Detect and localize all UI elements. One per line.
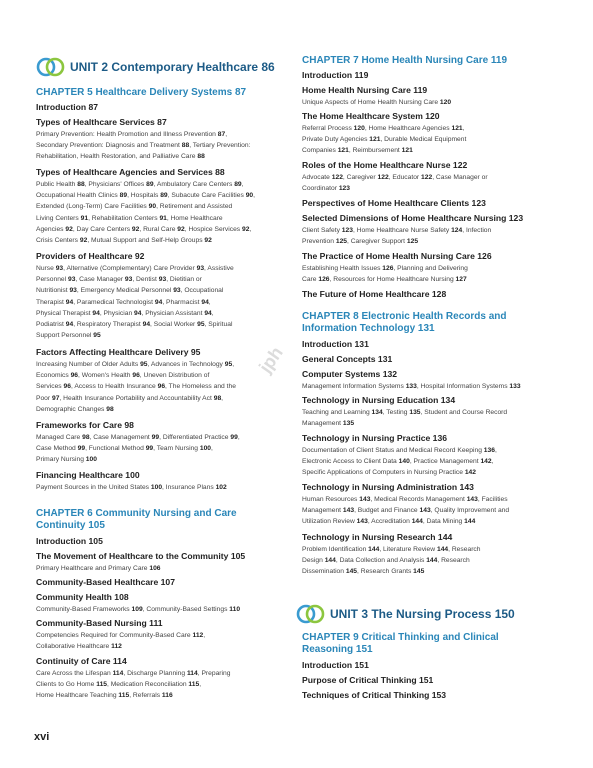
subsection-entries: Referral Process 120, Home Healthcare Agencies 121, Private Duty Agencies 121, Durable Medical Equipment Companies 121, Reimbursement 121: [302, 125, 467, 155]
section-entry[interactable]: Community Health 108: [36, 592, 129, 602]
section-entry[interactable]: Factors Affecting Healthcare Delivery 95: [36, 347, 201, 357]
subsection-entries: Documentation of Client Status and Medical Record Keeping 136, Electronic Access to Client Data 140, Practice Management 142, Specific Applications of Computers in Nursing Practice 142: [302, 447, 497, 477]
subsection-entries: Problem Identification 144, Literature Review 144, Research Design 144, Data Collection and Analysis 144, Research Dissemination 145, Research Grants 145: [302, 546, 481, 576]
section-entry[interactable]: General Concepts 131: [302, 354, 393, 364]
chapter-heading[interactable]: CHAPTER 8 Electronic Health Records and Information Technology 131: [302, 311, 507, 334]
section-entry[interactable]: Providers of Healthcare 92: [36, 251, 145, 261]
subsection-entries: Client Safety 123, Home Healthcare Nurse Safety 124, Infection Prevention 125, Caregiver Support 125: [302, 227, 492, 246]
section-entry[interactable]: Introduction 131: [302, 339, 369, 349]
page-number: xvi: [34, 731, 50, 743]
subsection-entries: Nurse 93, Alternative (Complementary) Care Provider 93, Assistive Personnel 93, Case Manager 93, Dentist 93, Dietitian or Nutritionist 93, Emergency Medical Personnel 93, Occupational Therapist 94, Paramedical Technologist 94, Pharmacist 94, Physical Therapist 94, Physician 94, Physician Assistant 94, Podiatrist 94, Respiratory Therapist 94, Social Worker 95, Spiritual Support Personnel 95: [36, 265, 234, 340]
section-entry[interactable]: Introduction 105: [36, 536, 103, 546]
subsection-entries: Human Resources 143, Medical Records Management 143, Facilities Management 143, Budget and Finance 143, Quality Improvement and Utilization Review 143, Accreditation 144, Data Mining 144: [302, 496, 510, 526]
section-entry[interactable]: Financing Healthcare 100: [36, 470, 140, 480]
section-entry[interactable]: Perspectives of Home Healthcare Clients 123: [302, 198, 486, 208]
section-entry[interactable]: Purpose of Critical Thinking 151: [302, 675, 434, 685]
section-entry[interactable]: Home Health Nursing Care 119: [302, 85, 428, 95]
section-entry[interactable]: Selected Dimensions of Home Healthcare Nursing 123: [302, 213, 524, 223]
subsection-entries: Increasing Number of Older Adults 95, Advances in Technology 95, Economics 96, Women's Health 96, Uneven Distribution of Services 96, Access to Health Insurance 96, The Homeless and the Poor 97, Health Insurance Portability and Accountability Act 98, Demographic Changes 98: [36, 361, 236, 413]
section-entry[interactable]: Technology in Nursing Practice 136: [302, 433, 448, 443]
watermark: jph: [255, 342, 287, 377]
section-entry[interactable]: Types of Healthcare Agencies and Services 88: [36, 167, 225, 177]
section-entry[interactable]: Types of Healthcare Services 87: [36, 117, 167, 127]
subsection-entries: Public Health 88, Physicians' Offices 89, Ambulatory Care Centers 89, Occupational Health Clinics 89, Hospitals 89, Subacute Care Facilities 90, Extended (Long-Term) Care Facilities 90, Retirement and Assisted Living Centers 91, Rehabilitation Centers 91, Home Healthcare Agencies 92, Day Care Centers 92, Rural Care 92, Hospice Services 92, Crisis Centers 92, Mutual Support and Self-Help Groups 92: [36, 181, 256, 245]
section-entry[interactable]: Techniques of Critical Thinking 153: [302, 690, 447, 700]
unit-2-title: UNIT 2 Contemporary Healthcare 86: [70, 60, 275, 74]
subsection-entries: Teaching and Learning 134, Testing 135, Student and Course Record Management 135: [302, 409, 508, 428]
subsection-entries: Community-Based Frameworks 109, Community-Based Settings 110: [36, 606, 241, 613]
section-entry[interactable]: The Home Healthcare System 120: [302, 111, 440, 121]
section-entry[interactable]: Computer Systems 132: [302, 369, 398, 379]
chapter-heading[interactable]: CHAPTER 6 Community Nursing and Care Continuity 105: [36, 508, 237, 531]
section-entry[interactable]: Community-Based Healthcare 107: [36, 577, 175, 587]
section-entry[interactable]: Frameworks for Care 98: [36, 420, 134, 430]
subsection-entries: Primary Healthcare and Primary Care 106: [36, 565, 161, 572]
subsection-entries: Care Across the Lifespan 114, Discharge Planning 114, Preparing Clients to Go Home 115, Medication Reconciliation 115, Home Healthcare Teaching 115, Referrals 116: [36, 670, 231, 700]
subsection-entries: Advocate 122, Caregiver 122, Educator 122, Case Manager or Coordinator 123: [302, 174, 488, 193]
subsection-entries: Management Information Systems 133, Hospital Information Systems 133: [302, 383, 521, 390]
subsection-entries: Payment Sources in the United States 100, Insurance Plans 102: [36, 484, 227, 491]
subsection-entries: Managed Care 98, Case Management 99, Differentiated Practice 99, Case Method 99, Functional Method 99, Team Nursing 100, Primary Nursing 100: [36, 434, 240, 464]
section-entry[interactable]: Introduction 119: [302, 70, 369, 80]
chapter-heading[interactable]: CHAPTER 9 Critical Thinking and Clinical Reasoning 151: [302, 632, 499, 655]
unit-rings-icon: [36, 56, 66, 78]
chapter-heading[interactable]: CHAPTER 7 Home Health Nursing Care 119: [302, 55, 508, 66]
section-entry[interactable]: The Practice of Home Health Nursing Care 126: [302, 251, 492, 261]
unit-3-title: UNIT 3 The Nursing Process 150: [330, 607, 515, 621]
subsection-entries: Establishing Health Issues 126, Planning and Delivering Care 126, Resources for Home Healthcare Nursing 127: [302, 265, 468, 284]
subsection-entries: Unique Aspects of Home Health Nursing Care 120: [302, 99, 452, 106]
subsection-entries: Competencies Required for Community-Based Care 112, Collaborative Healthcare 112: [36, 632, 206, 651]
unit-rings-icon: [296, 603, 326, 625]
section-entry[interactable]: Technology in Nursing Administration 143: [302, 482, 474, 492]
section-entry[interactable]: Introduction 87: [36, 102, 99, 112]
unit-2-heading[interactable]: [36, 56, 275, 78]
section-entry[interactable]: Roles of the Home Healthcare Nurse 122: [302, 160, 468, 170]
section-entry[interactable]: The Movement of Healthcare to the Community 105: [36, 551, 246, 561]
unit-3-heading[interactable]: [296, 603, 515, 625]
section-entry[interactable]: Technology in Nursing Education 134: [302, 395, 456, 405]
section-entry[interactable]: Technology in Nursing Research 144: [302, 532, 453, 542]
section-entry[interactable]: Introduction 151: [302, 660, 369, 670]
section-entry[interactable]: Community-Based Nursing 111: [36, 618, 163, 628]
section-entry[interactable]: The Future of Home Healthcare 128: [302, 289, 447, 299]
chapter-heading[interactable]: CHAPTER 5 Healthcare Delivery Systems 87: [36, 87, 247, 98]
subsection-entries: Primary Prevention: Health Promotion and Illness Prevention 87, Secondary Prevention: Diagnosis and Treatment 88, Tertiary Prevention: Rehabilitation, Health Restoration, and Palliative Care 88: [36, 131, 251, 161]
section-entry[interactable]: Continuity of Care 114: [36, 656, 127, 666]
